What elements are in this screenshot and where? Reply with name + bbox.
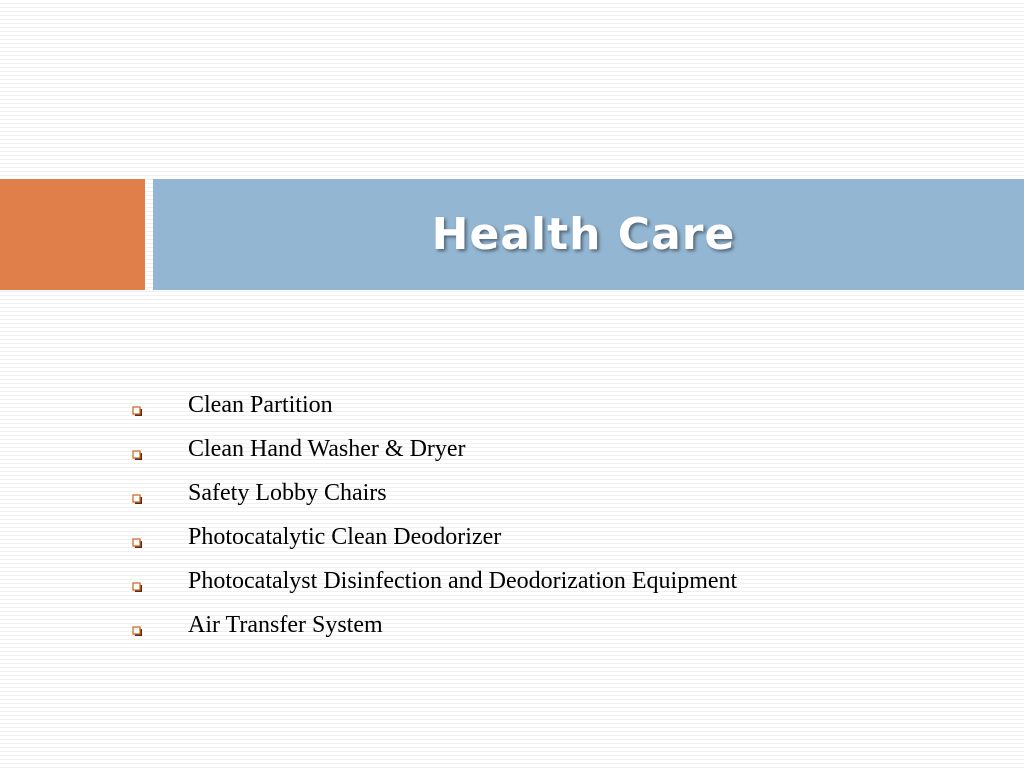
hollow-square-bullet-icon [132,494,143,505]
hollow-square-bullet-icon [132,450,143,461]
list-item-label: Photocatalytic Clean Deodorizer [188,524,502,550]
hollow-square-bullet-icon [132,626,143,637]
hollow-square-bullet-icon [132,406,143,417]
list-item-label: Photocatalyst Disinfection and Deodorization Equipment [188,568,738,594]
list-item-label: Safety Lobby Chairs [188,480,387,506]
accent-block [0,179,145,290]
title-bar [153,179,1024,290]
hollow-square-bullet-icon [132,538,143,549]
list-item-label: Clean Partition [188,392,333,418]
list-item-label: Clean Hand Washer & Dryer [188,436,466,462]
slide-title: Health Care [431,209,736,260]
list-item-label: Air Transfer System [188,612,383,638]
hollow-square-bullet-icon [132,582,143,593]
